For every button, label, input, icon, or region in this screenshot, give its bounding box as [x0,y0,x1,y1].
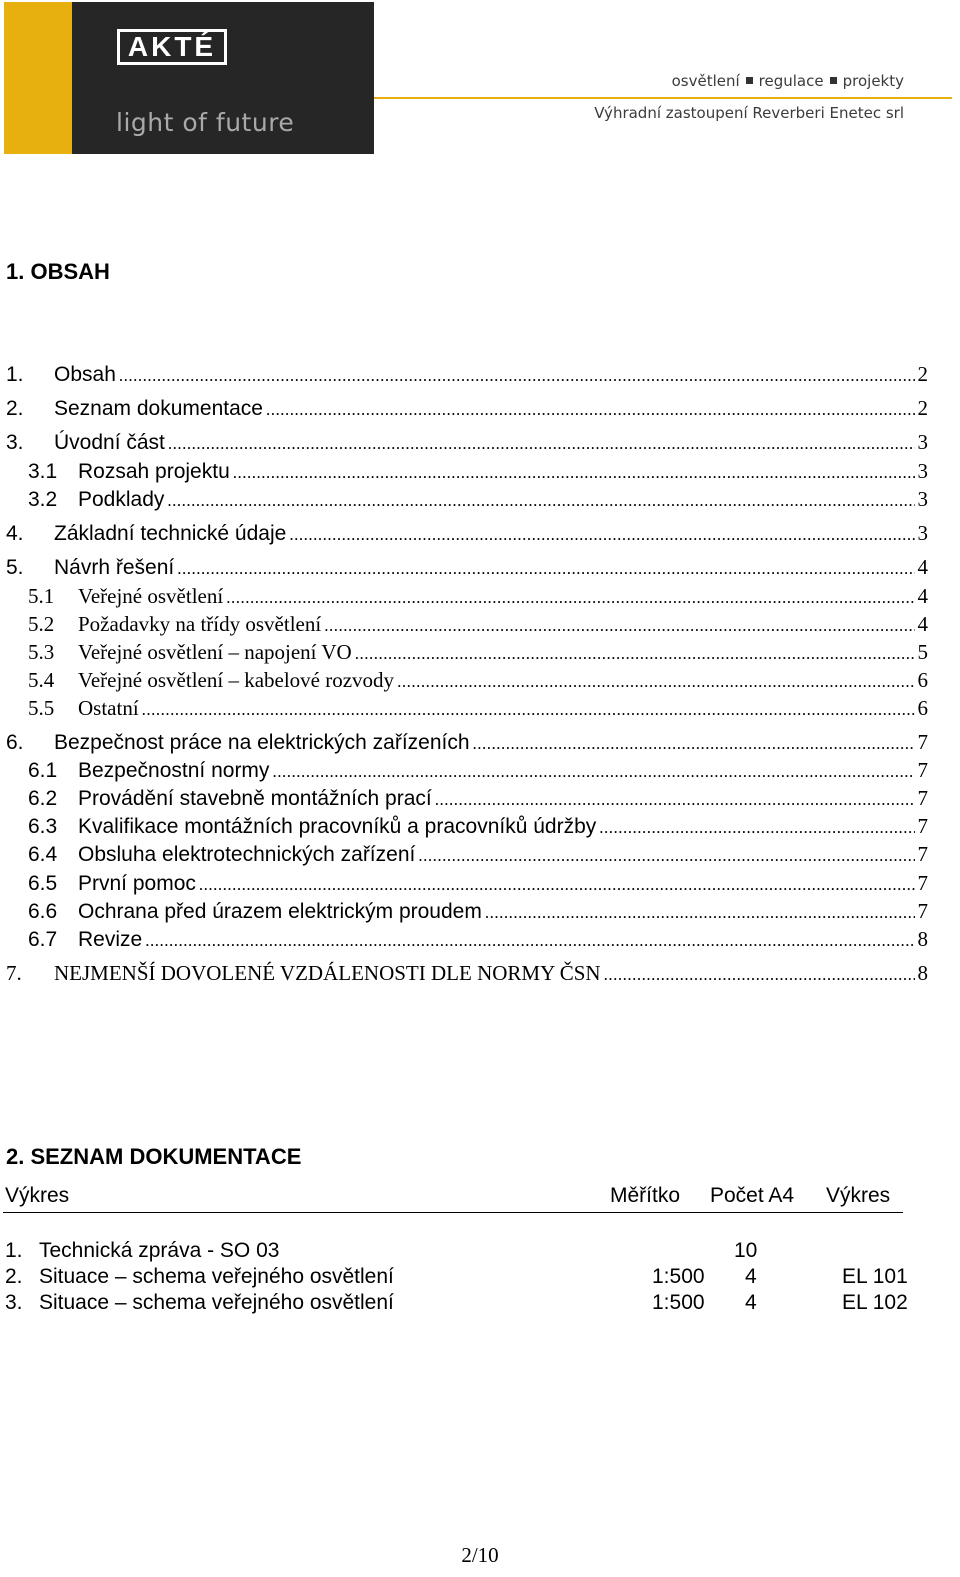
toc-entry[interactable] [0,786,928,814]
toc-entry[interactable] [0,584,928,612]
toc-page: 3 [917,521,928,545]
toc-leader [397,672,914,692]
row-number: 3. [5,1291,23,1314]
toc-number: 3. [6,431,24,454]
toc-page: 2 [917,396,928,420]
toc-leader [435,790,915,810]
toc-entry[interactable] [0,961,928,989]
toc-title: Obsluha elektrotechnických zařízení [78,843,416,866]
row-name: Technická zpráva - SO 03 [39,1239,280,1262]
column-header-drawing-no: Výkres [826,1184,891,1207]
toc-number: 5.1 [28,584,55,608]
toc-title: Bezpečnost práce na elektrických zařízeních [54,731,470,754]
row-scale: 1:500 [652,1265,705,1288]
toc-title: Rozsah projektu [78,460,230,483]
toc-title: Seznam dokumentace [54,397,263,420]
header-logo-panel [72,2,374,154]
toc-page: 4 [917,555,928,579]
toc-page: 7 [917,758,928,782]
section-heading-documentation: 2. SEZNAM DOKUMENTACE [6,1144,302,1169]
toc-title: Ochrana před úrazem elektrickým proudem [78,900,482,923]
toc-entry[interactable] [0,396,928,424]
toc-leader [355,644,915,664]
toc-title: Návrh řešení [54,556,175,579]
toc-title: Ostatní [78,696,139,720]
toc-title: Kvalifikace montážních pracovníků a pracovníků údržby [78,815,597,838]
toc-leader [226,588,914,608]
toc-page: 8 [917,961,928,985]
row-scale: 1:500 [652,1291,705,1314]
row-count: 4 [745,1265,757,1288]
header-services [672,72,904,90]
toc-number: 2. [6,397,24,420]
toc-number: 3.1 [28,460,58,483]
toc-page: 7 [917,730,928,754]
toc-entry[interactable] [0,362,928,390]
toc-leader [289,525,914,545]
toc-title: Obsah [54,363,116,386]
toc-number: 6.5 [28,872,58,895]
bullet-square-icon [746,77,753,84]
toc-page: 7 [917,899,928,923]
toc-title: Veřejné osvětlení – kabelové rozvody [78,668,395,692]
toc-title: Základní technické údaje [54,522,287,545]
toc-title: Bezpečnostní normy [78,759,270,782]
toc-number: 7. [6,961,22,985]
toc-page: 4 [917,612,928,636]
column-header-count: Počet A4 [710,1184,795,1207]
row-count: 4 [745,1291,757,1314]
toc-leader [599,818,914,838]
toc-title: Revize [78,928,143,951]
toc-page: 3 [917,459,928,483]
toc-number: 6.1 [28,759,58,782]
row-name: Situace – schema veřejného osvětlení [39,1291,394,1314]
service-lighting: osvětlení [671,72,740,90]
toc-page: 3 [917,487,928,511]
row-number: 2. [5,1265,23,1288]
toc-number: 6.3 [28,815,58,838]
toc-entry[interactable] [0,640,928,668]
header-divider [374,97,952,99]
toc-page: 5 [917,640,928,664]
toc-number: 6.4 [28,843,58,866]
toc-title: Podklady [78,488,165,511]
toc-leader [199,875,915,895]
company-logo: AKTÉ [117,29,227,65]
toc-page: 7 [917,871,928,895]
section-heading-contents: 1. OBSAH [6,259,110,284]
toc-leader [119,366,915,386]
toc-page: 4 [917,584,928,608]
toc-number: 5. [6,556,24,579]
toc-leader [418,846,914,866]
toc-title: NEJMENŠÍ DOVOLENÉ VZDÁLENOSTI DLE NORMY ČSN [54,961,601,985]
toc-entry[interactable] [0,487,928,515]
row-number: 1. [5,1239,23,1262]
toc-leader [233,463,915,483]
toc-number: 4. [6,522,24,545]
toc-page: 8 [917,927,928,951]
toc-number: 6.6 [28,900,58,923]
toc-leader [272,762,914,782]
toc-leader [324,616,914,636]
service-regulation: regulace [758,72,824,90]
toc-leader [485,903,915,923]
toc-entry[interactable] [0,758,928,786]
toc-leader [167,491,914,511]
toc-title: Provádění stavebně montážních prací [78,787,432,810]
header-agency: Výhradní zastoupení Reverberi Enetec srl [594,104,904,122]
toc-leader [145,931,914,951]
toc-number: 1. [6,363,24,386]
service-projects: projekty [842,72,904,90]
toc-title: Veřejné osvětlení – napojení VO [78,640,352,664]
toc-entry[interactable] [0,871,928,899]
toc-entry[interactable] [0,430,928,458]
toc-number: 5.3 [28,640,55,664]
toc-number: 6. [6,731,24,754]
toc-page: 7 [917,842,928,866]
toc-entry[interactable] [0,459,928,487]
toc-title: První pomoc [78,872,196,895]
toc-entry[interactable] [0,730,928,758]
toc-number: 3.2 [28,488,58,511]
toc-entry[interactable] [0,555,928,583]
toc-entry[interactable] [0,899,928,927]
toc-page: 6 [917,668,928,692]
toc-page: 7 [917,814,928,838]
toc-page: 7 [917,786,928,810]
header-accent-bar [4,2,72,154]
toc-entry[interactable] [0,927,928,955]
toc-entry[interactable] [0,612,928,640]
toc-leader [142,700,915,720]
toc-entry[interactable] [0,668,928,696]
toc-leader [168,434,915,454]
toc-title: Veřejné osvětlení [78,584,224,608]
toc-leader [473,734,915,754]
toc-entry[interactable] [0,521,928,549]
row-drawing-no: EL 101 [842,1265,908,1288]
toc-page: 6 [917,696,928,720]
toc-title: Požadavky na třídy osvětlení [78,612,322,636]
toc-page: 2 [917,362,928,386]
column-header-drawing: Výkres [5,1184,70,1207]
row-drawing-no: EL 102 [842,1291,908,1314]
column-header-scale: Měřítko [610,1184,681,1207]
toc-leader [604,965,915,985]
toc-leader [266,400,915,420]
toc-number: 5.2 [28,612,55,636]
toc-leader [177,559,914,579]
toc-number: 6.2 [28,787,58,810]
toc-entry[interactable] [0,814,928,842]
toc-page: 3 [917,430,928,454]
row-count: 10 [734,1239,758,1262]
row-name: Situace – schema veřejného osvětlení [39,1265,394,1288]
toc-number: 6.7 [28,928,58,951]
toc-title: Úvodní část [54,431,165,454]
logo-tagline: light of future [116,108,295,137]
toc-entry[interactable] [0,842,928,870]
toc-number: 5.5 [28,696,55,720]
toc-number: 5.4 [28,668,55,692]
page-number: 2/10 [461,1543,499,1567]
table-header-rule [3,1212,903,1213]
bullet-square-icon [830,77,837,84]
toc-entry[interactable] [0,696,928,724]
